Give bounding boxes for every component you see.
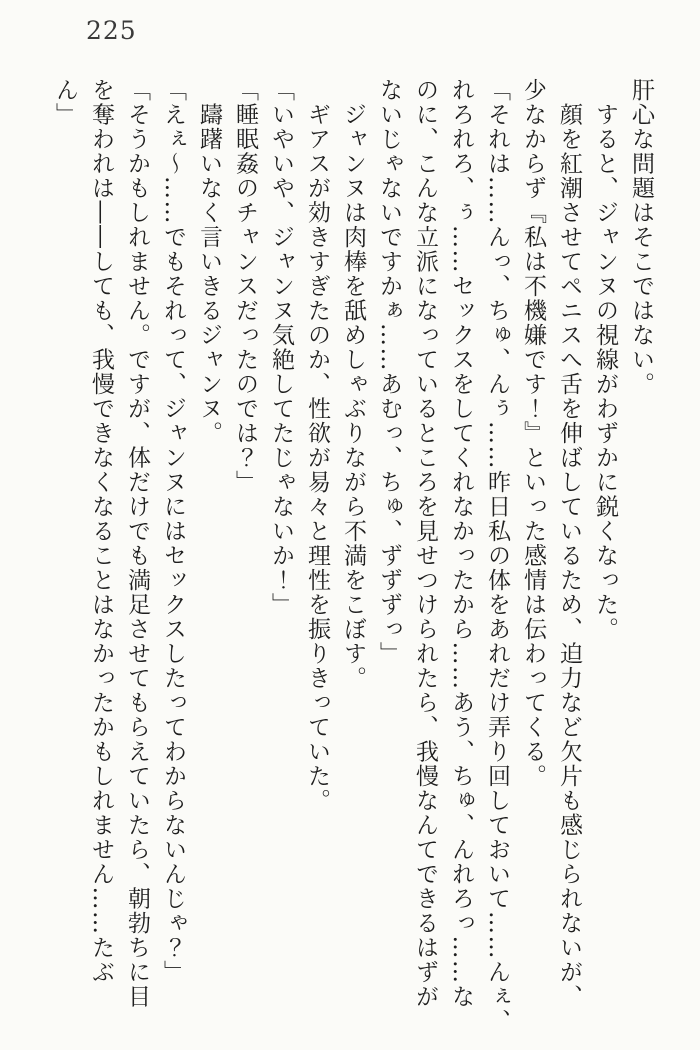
text-column-10: ギアスが効きすぎたのか、性欲が易々と理性を振りきっていた。 (304, 78, 330, 813)
text-column-13: 躊躇いなく言いきるジャンヌ。 (196, 78, 222, 446)
text-column-3: 顔を紅潮させてペニスへ舌を伸ばしているため、迫力など欠片も感じられないが、 (556, 78, 582, 1009)
text-column-1: 肝心な問題はそこではない。 (628, 78, 654, 397)
text-column-8: ないじゃないですかぁ……あむっ、ちゅ、ずずずっ」 (376, 78, 402, 666)
text-column-9: ジャンヌは肉棒を舐めしゃぶりながら不満をこぼす。 (340, 78, 366, 691)
text-column-7: のに、こんな立派になっているところを見せつけられたら、我慢なんてできるはずが (412, 78, 438, 1009)
text-column-5: 「それは……んっ、ちゅ、んぅ……昨日私の体をあれだけ弄り回しておいて……んぇ、 (484, 78, 510, 1034)
page-number: 225 (86, 16, 137, 45)
text-column-11: 「いやいや、ジャンヌ気絶してたじゃないか！」 (268, 78, 294, 617)
text-column-12: 「睡眠姦のチャンスだったのでは？」 (232, 78, 258, 495)
text-column-14: 「えぇ～……でもそれって、ジャンヌにはセックスしたってわからないんじゃ？」 (160, 78, 186, 985)
text-column-2: すると、ジャンヌの視線がわずかに鋭くなった。 (592, 78, 618, 642)
text-column-4: 少なからず『私は不機嫌です！』といった感情は伝わってくる。 (520, 78, 546, 789)
text-column-17: ん」 (52, 78, 78, 127)
text-column-16: を奪われは――しても、我慢できなくなることはなかったかもしれません……たぶ (88, 78, 114, 985)
text-column-6: れろれろ、ぅ……セックスをしてくれなかったから……あう、ちゅ、んれろっ……な (448, 78, 474, 1009)
text-column-15: 「そうかもしれません。ですが、体だけでも満足させてもらえていたら、朝勃ちに目 (124, 78, 150, 1009)
